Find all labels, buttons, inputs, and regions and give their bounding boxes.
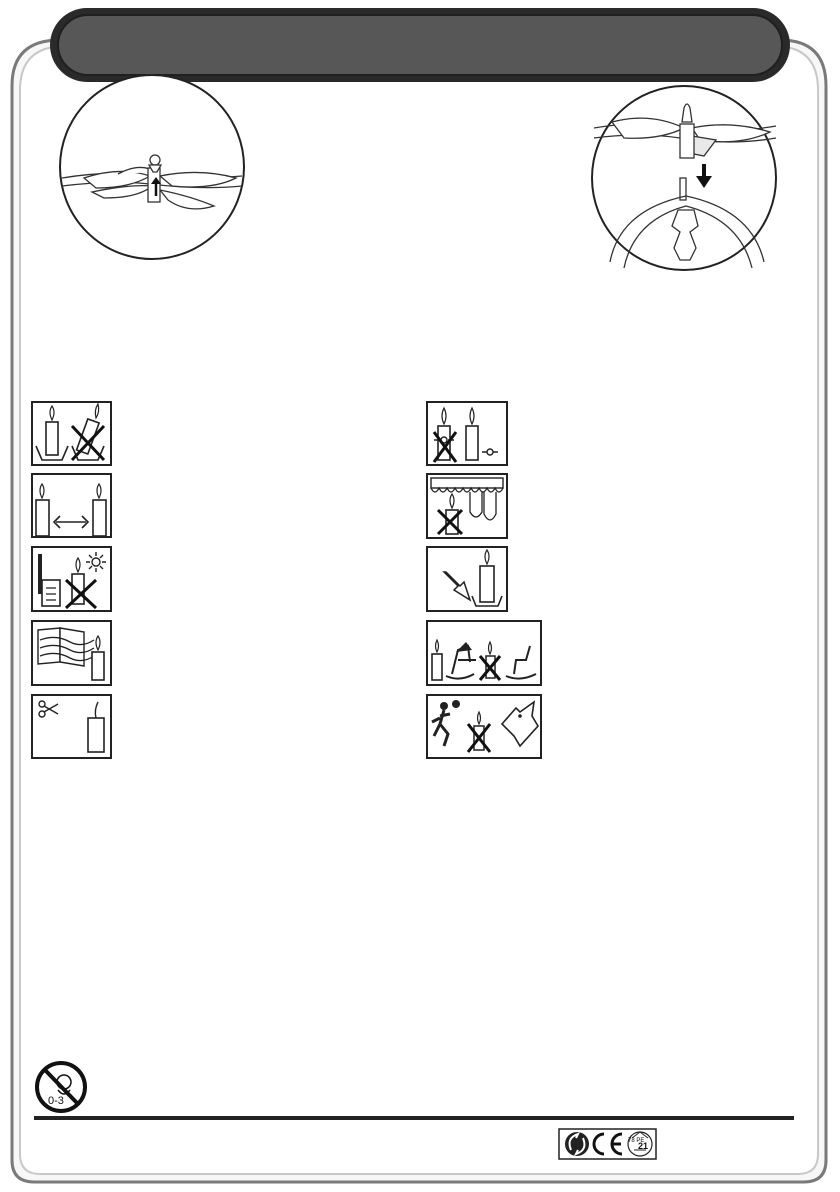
recycle-small-text: 78 PE [628,1138,645,1144]
recycling-pe-icon [628,1132,652,1156]
assembly-place-illustration [592,86,776,270]
candle-heat-source-icon [32,547,111,611]
header-bar [50,8,790,82]
age-warning-sign [37,1063,85,1111]
candle-draft-icon [32,621,111,685]
age-warning-label: 0-3 [48,1095,64,1107]
candle-children-pets-icon [427,695,541,758]
footer-rule [34,1116,794,1120]
candle-spacing-icon [32,474,111,537]
candle-unattended-icon [427,621,541,685]
candle-holder-icon [427,402,507,465]
candle-curtain-icon [427,474,507,538]
green-dot-icon [565,1132,589,1156]
candle-upright-icon [32,402,111,465]
assembly-lift-illustration [60,75,244,259]
compliance-marks [559,1129,656,1159]
wick-trim-icon [32,695,111,758]
recycle-mark: 21 [638,1141,649,1151]
candle-base-icon [427,547,507,611]
